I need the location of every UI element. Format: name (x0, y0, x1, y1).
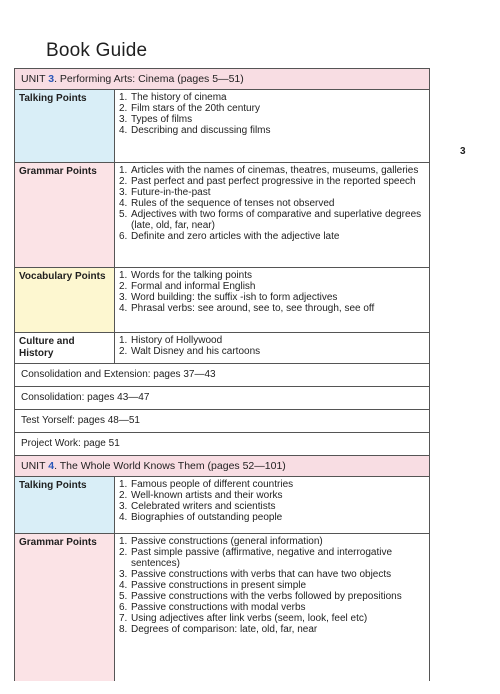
list-item-text: Passive constructions with modal verbs (131, 602, 306, 613)
list-item-text: Passive constructions with the verbs followed by prepositions (131, 591, 402, 602)
list-item (119, 490, 423, 501)
list-item-text: Rules of the sequence of tenses not observed (131, 198, 335, 209)
list-item-text: Passive constructions in present simple (131, 580, 307, 591)
list-item-text: Past perfect and past perfect progressive in the reported speech (131, 176, 416, 187)
unit-3-test: Test Yorself: pages 48—51 (15, 410, 429, 433)
list-item-number: 2. (119, 547, 128, 558)
list-item-text: Using adjectives after link verbs (seem, look, feel etc) (131, 613, 368, 624)
list-item (119, 114, 423, 125)
list-item-number: 1. (119, 270, 128, 281)
unit-4-talking-list (115, 477, 429, 533)
list-item-text: Formal and informal English (131, 281, 256, 292)
unit-4-number: 4 (48, 460, 55, 472)
unit-4-talking-row (15, 477, 429, 534)
unit-4-grammar-list (115, 534, 429, 681)
list-item-text: Passive constructions with verbs that can have two objects (131, 569, 392, 580)
unit-3-header (15, 69, 429, 90)
unit-4-title: . The Whole World Knows Them (pages 52—101) (54, 460, 286, 472)
list-item (119, 501, 423, 512)
unit-4-talking-label: Talking Points (15, 477, 115, 533)
list-item-text: Famous people of different countries (131, 479, 294, 490)
list-item-number: 4. (119, 125, 128, 136)
page-number: 3 (460, 146, 466, 157)
list-item-text: Biographies of outstanding people (131, 512, 283, 523)
list-item-text: Walt Disney and his cartoons (131, 346, 261, 357)
unit-3-number: 3 (48, 73, 55, 85)
list-item-text: Passive constructions (general information) (131, 536, 323, 547)
list-item (119, 92, 423, 103)
list-item (119, 231, 423, 242)
unit-4-label: UNIT (21, 460, 46, 472)
list-item (119, 536, 423, 547)
unit-3-grammar-list (115, 163, 429, 267)
list-item-number: 4. (119, 512, 128, 523)
list-item (119, 624, 423, 635)
list-item-number: 6. (119, 231, 128, 242)
list-item (119, 270, 423, 281)
list-item (119, 198, 423, 209)
list-item (119, 479, 423, 490)
list-item (119, 335, 423, 346)
list-item-number: 5. (119, 591, 128, 602)
list-item-text: Past simple passive (affirmative, negative and interrogative sentences) (131, 547, 393, 569)
list-item-text: Word building: the suffix -ish to form adjectives (131, 292, 338, 303)
list-item-text: Degrees of comparison: late, old, far, near (131, 624, 318, 635)
list-item-text: Articles with the names of cinemas, theatres, museums, galleries (131, 165, 419, 176)
unit-3-talking-label: Talking Points (15, 90, 115, 162)
list-item-text: Types of films (131, 114, 193, 125)
list-item-number: 8. (119, 624, 128, 635)
list-item (119, 569, 423, 580)
list-item (119, 125, 423, 136)
unit-4-grammar-label: Grammar Points (15, 534, 115, 681)
list-item (119, 303, 423, 314)
list-item-number: 1. (119, 479, 128, 490)
list-item (119, 187, 423, 198)
list-item-text: History of Hollywood (131, 335, 223, 346)
unit-3-grammar-row (15, 163, 429, 268)
list-item (119, 165, 423, 176)
list-item (119, 512, 423, 523)
list-item-number: 2. (119, 490, 128, 501)
unit-3-label: UNIT (21, 73, 46, 85)
list-item (119, 346, 423, 357)
unit-4-grammar-row (15, 534, 429, 681)
unit-3-grammar-label: Grammar Points (15, 163, 115, 267)
unit-4-header (15, 456, 429, 477)
list-item-number: 4. (119, 580, 128, 591)
unit-3-title: . Performing Arts: Cinema (pages 5—51) (54, 73, 244, 85)
list-item-number: 1. (119, 92, 128, 103)
list-item-text: Well-known artists and their works (131, 490, 283, 501)
list-item-number: 5. (119, 209, 128, 220)
list-item-number: 2. (119, 103, 128, 114)
list-item (119, 602, 423, 613)
list-item-text: Adjectives with two forms of comparative and superlative degrees (late, old, far, near) (131, 209, 422, 231)
list-item-number: 4. (119, 303, 128, 314)
list-item (119, 209, 423, 231)
list-item-text: Describing and discussing films (131, 125, 271, 136)
list-item-number: 3. (119, 569, 128, 580)
list-item (119, 580, 423, 591)
list-item-number: 1. (119, 335, 128, 346)
list-item (119, 292, 423, 303)
list-item-number: 1. (119, 165, 128, 176)
list-item-number: 2. (119, 281, 128, 292)
list-item (119, 591, 423, 602)
list-item-text: Phrasal verbs: see around, see to, see through, see off (131, 303, 375, 314)
list-item-number: 1. (119, 536, 128, 547)
unit-3-culture-row (15, 333, 429, 364)
book-guide-table (14, 68, 430, 681)
unit-3-consolidation: Consolidation: pages 43—47 (15, 387, 429, 410)
list-item-text: Future-in-the-past (131, 187, 211, 198)
list-item-number: 3. (119, 114, 128, 125)
unit-3-vocab-row (15, 268, 429, 333)
list-item-number: 7. (119, 613, 128, 624)
list-item-number: 4. (119, 198, 128, 209)
list-item-number: 2. (119, 346, 128, 357)
list-item-number: 3. (119, 292, 128, 303)
list-item-number: 3. (119, 501, 128, 512)
unit-3-consolidation-extension: Consolidation and Extension: pages 37—43 (15, 364, 429, 387)
list-item (119, 281, 423, 292)
list-item-text: The history of cinema (131, 92, 227, 103)
unit-3-culture-label: Culture and History (15, 333, 115, 363)
list-item-text: Definite and zero articles with the adjective late (131, 231, 340, 242)
unit-3-talking-row (15, 90, 429, 163)
list-item (119, 547, 423, 569)
list-item-number: 2. (119, 176, 128, 187)
page-title: Book Guide (46, 40, 148, 61)
unit-3-culture-list (115, 333, 429, 363)
unit-3-project: Project Work: page 51 (15, 433, 429, 456)
unit-3-talking-list (115, 90, 429, 162)
list-item-text: Celebrated writers and scientists (131, 501, 276, 512)
list-item-text: Words for the talking points (131, 270, 252, 281)
list-item-number: 3. (119, 187, 128, 198)
list-item (119, 103, 423, 114)
list-item (119, 176, 423, 187)
list-item (119, 613, 423, 624)
unit-3-vocab-label: Vocabulary Points (15, 268, 115, 332)
list-item-number: 6. (119, 602, 128, 613)
unit-3-vocab-list (115, 268, 429, 332)
list-item-text: Film stars of the 20th century (131, 103, 260, 114)
